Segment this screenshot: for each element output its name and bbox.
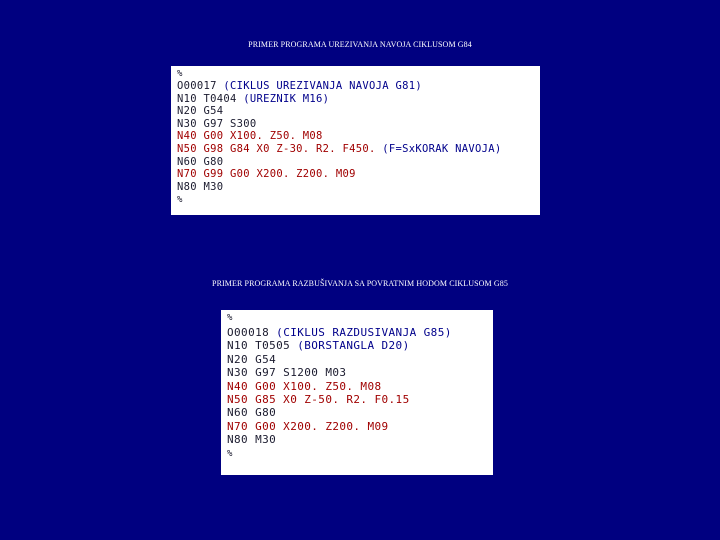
code-segment: N30 G97 S300 xyxy=(177,117,257,130)
code-line xyxy=(177,144,501,155)
code-segment: % xyxy=(177,69,183,79)
code-segment: % xyxy=(177,195,183,206)
code-line xyxy=(177,70,182,79)
code-segment: (CIKLUS UREZIVANJA NAVOJA G81) xyxy=(223,80,423,92)
code-segment: (CIKLUS RAZDUSIVANJA G85) xyxy=(276,326,452,339)
code-line xyxy=(177,157,223,168)
code-segment: N60 G80 xyxy=(227,406,277,420)
code-segment: N20 G54 xyxy=(227,352,277,366)
code-line xyxy=(227,450,232,459)
code-line xyxy=(177,119,256,130)
code-line xyxy=(227,367,346,378)
code-line xyxy=(227,314,232,323)
code-segment: (UREZNIK M16) xyxy=(243,92,330,105)
code-segment: O00018 xyxy=(227,326,277,339)
code-segment: (BORSTANGLA D20) xyxy=(297,339,410,353)
code-line xyxy=(177,81,422,92)
code-segment: N10 T0404 xyxy=(177,92,244,105)
code-segment: O00017 xyxy=(177,80,224,92)
code-segment: N70 G00 X200. Z200. M09 xyxy=(227,419,389,433)
caption-block-2: PRIMER PROGRAMA RAZBUŠIVANJA SA POVRATNIM HODOM CIKLUSOM G85 xyxy=(212,279,508,288)
code-line xyxy=(227,327,452,338)
code-box-2 xyxy=(221,310,493,475)
code-line xyxy=(227,340,410,351)
code-segment: % xyxy=(227,448,233,459)
code-segment: N20 G54 xyxy=(177,105,224,118)
code-line xyxy=(227,421,389,432)
code-line xyxy=(177,131,323,142)
code-segment: N70 G99 G00 X200. Z200. M09 xyxy=(177,168,356,181)
code-line xyxy=(177,182,223,193)
code-line xyxy=(177,169,356,180)
code-line xyxy=(227,394,410,405)
code-segment: % xyxy=(227,313,233,323)
code-line xyxy=(177,106,223,117)
code-segment: N60 G80 xyxy=(177,155,224,168)
code-line xyxy=(227,354,276,365)
code-line xyxy=(227,434,276,445)
code-segment: N80 M30 xyxy=(177,180,224,193)
code-segment: N50 G85 X0 Z-50. R2. F0.15 xyxy=(227,393,410,406)
code-segment: N40 G00 X100. Z50. M08 xyxy=(177,130,323,143)
code-line xyxy=(177,94,329,105)
code-line xyxy=(227,407,276,418)
code-segment: N30 G97 S1200 M03 xyxy=(227,366,347,380)
code-segment: N80 M30 xyxy=(227,433,277,447)
code-segment: (F=SxKORAK NAVOJA) xyxy=(382,143,502,155)
code-line xyxy=(177,196,182,205)
code-box-1 xyxy=(171,66,540,215)
caption-block-1: PRIMER PROGRAMA UREZIVANJA NAVOJA CIKLUSOM G84 xyxy=(248,40,472,49)
code-line xyxy=(227,381,382,392)
code-segment: N50 G98 G84 X0 Z-30. R2. F450. xyxy=(177,143,383,155)
code-segment: N10 T0505 xyxy=(227,339,298,353)
code-segment: N40 G00 X100. Z50. M08 xyxy=(227,379,382,393)
